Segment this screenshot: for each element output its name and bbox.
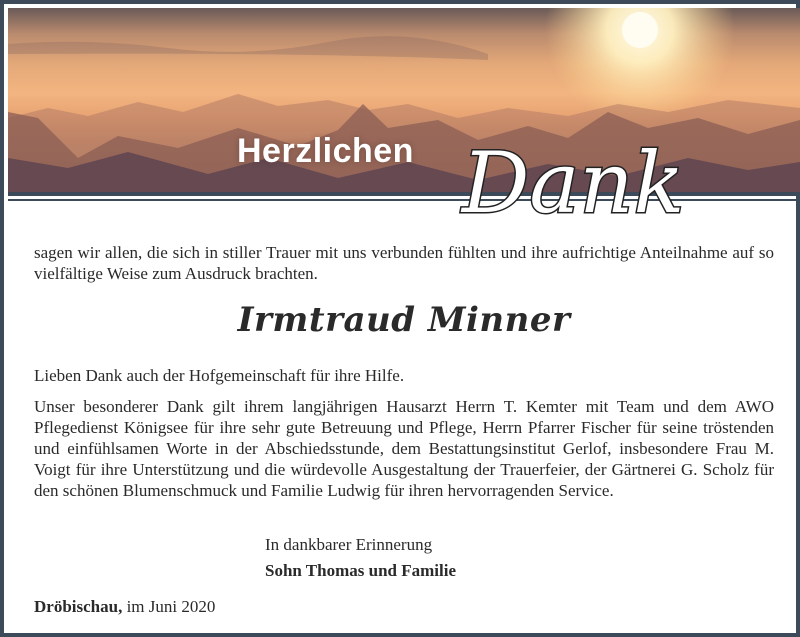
deceased-name: Irmtraud Minner [237, 300, 571, 340]
headline-dank [456, 124, 796, 234]
thanks-paragraph-1: Lieben Dank auch der Hofgemeinschaft für ihre Hilfe. [34, 366, 405, 385]
place-date [34, 596, 774, 617]
thanks-paragraph-2: Unser besonderer Dank gilt ihrem langjährigen Hausarzt Herrn T. Kemter mit Team und dem AWO Pflegedienst Königsee für ihre sehr gute Betreuung und Pflege, Herrn Pfarrer Fischer für seine tröstenden und einfühlsamen Worte in der Abschiedsstunde, dem Bestattungsinstitut Gerlof, insbesondere Frau M. Voigt für ihre Unterstützung und die würdevolle Ausgestaltung der Trauerfeier, der Gärtnerei G. Scholz für den schönen Blumenschmuck und Familie Ludwig für ihren hervorragenden Service. [34, 397, 774, 500]
place: Dröbischau, [34, 597, 123, 616]
signature: Sohn Thomas und Familie [265, 561, 457, 580]
intro-text: sagen wir allen, die sich in stiller Trauer mit uns verbunden fühlten und ihre aufrichtige Anteilnahme auf so vielfältige Weise zum Ausdruck brachten. [34, 243, 774, 283]
date: im Juni 2020 [122, 597, 216, 616]
headline-herzlichen: Herzlichen [237, 132, 414, 170]
headline-dank-text: Dank [462, 134, 685, 232]
closing-phrase: In dankbarer Erinnerung [265, 535, 433, 554]
